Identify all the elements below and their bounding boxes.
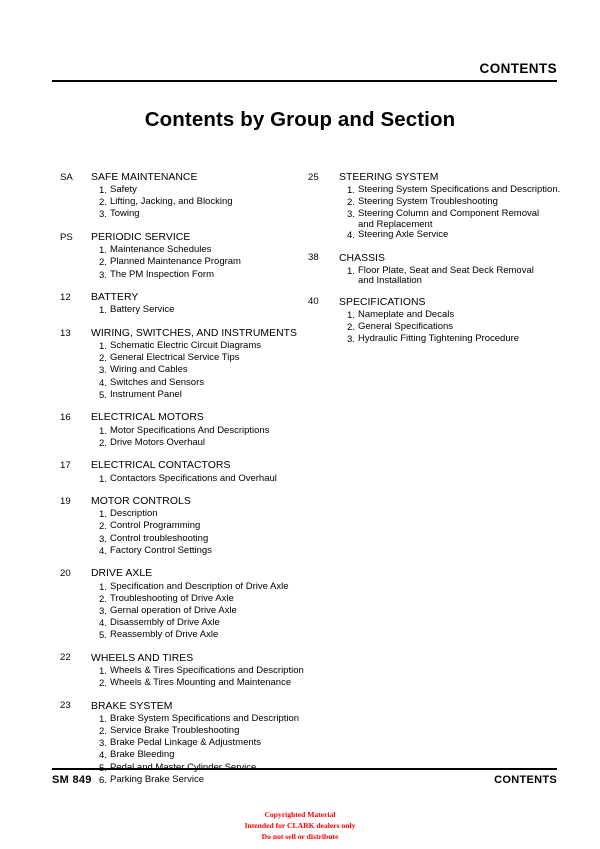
contents-item-line-continued: and Replacement xyxy=(358,218,433,230)
contents-item-number: 1. xyxy=(347,309,355,321)
footer-divider xyxy=(52,768,557,770)
contents-group-heading[interactable] xyxy=(60,232,310,244)
contents-item-label xyxy=(110,666,310,676)
contents-item-list xyxy=(60,245,310,281)
contents-item[interactable] xyxy=(60,365,310,377)
contents-item-number: 5. xyxy=(99,389,107,401)
contents-item-label xyxy=(110,365,310,375)
contents-item[interactable] xyxy=(60,390,310,402)
contents-item-line: Steering System Troubleshooting xyxy=(358,196,498,208)
contents-item-label xyxy=(110,270,310,280)
contents-item-line: Control Programming xyxy=(110,520,201,532)
group-code: PS xyxy=(60,231,73,243)
group-code: 16 xyxy=(60,411,71,423)
contents-item-line: Specification and Description of Drive Axle xyxy=(110,580,289,592)
contents-item-line: Brake Bleeding xyxy=(110,749,175,761)
contents-item-line: Schematic Electric Circuit Diagrams xyxy=(110,340,261,352)
contents-item-number: 3. xyxy=(99,605,107,617)
contents-item-number: 1. xyxy=(347,185,355,197)
group-code: 17 xyxy=(60,459,71,471)
contents-item-label xyxy=(110,594,310,604)
contents-item-line: Pedal and Master Cylinder Service xyxy=(110,761,257,773)
contents-item-number: 3. xyxy=(99,209,107,221)
group-title: WIRING, SWITCHES, AND INSTRUMENTS xyxy=(91,328,298,340)
contents-column-right xyxy=(308,172,563,357)
contents-item[interactable] xyxy=(60,438,310,450)
contents-item-number: 2. xyxy=(99,257,107,269)
page-footer xyxy=(52,768,557,786)
contents-group-heading[interactable] xyxy=(60,496,310,508)
contents-group-heading[interactable] xyxy=(308,253,563,265)
contents-item-number: 1. xyxy=(347,265,355,277)
group-title: DRIVE AXLE xyxy=(91,568,153,580)
contents-item-label xyxy=(110,197,310,207)
contents-group-heading[interactable] xyxy=(60,328,310,340)
group-title: WHEELS AND TIRES xyxy=(91,652,194,664)
contents-item[interactable] xyxy=(60,426,310,438)
contents-item-label xyxy=(110,245,310,255)
contents-item-number: 1. xyxy=(99,713,107,725)
contents-item-line: Service Brake Troubleshooting xyxy=(110,725,240,737)
contents-item-label xyxy=(110,509,310,519)
contents-item[interactable] xyxy=(60,197,310,209)
group-title: CHASSIS xyxy=(339,252,385,264)
contents-item-number: 4. xyxy=(99,750,107,762)
contents-item-label xyxy=(358,334,563,344)
contents-item[interactable] xyxy=(60,678,310,690)
contents-item-number: 5. xyxy=(99,630,107,642)
contents-item-line: Wheels & Tires Specifications and Description xyxy=(110,665,304,677)
group-title: PERIODIC SERVICE xyxy=(91,232,191,244)
contents-item-line: Contactors Specifications and Overhaul xyxy=(110,472,277,484)
footer-section-name: CONTENTS xyxy=(494,774,557,786)
contents-item-label xyxy=(110,426,310,436)
contents-item-label xyxy=(358,230,563,240)
header-title: CONTENTS xyxy=(479,61,557,76)
group-title: BATTERY xyxy=(91,292,139,304)
contents-group-heading[interactable] xyxy=(60,412,310,424)
contents-item-number: 2. xyxy=(347,322,355,334)
contents-group xyxy=(60,232,310,282)
contents-item[interactable] xyxy=(60,546,310,558)
group-title: ELECTRICAL CONTACTORS xyxy=(91,460,231,472)
group-title: MOTOR CONTROLS xyxy=(91,496,191,508)
contents-item-line: Steering System Specifications and Description. xyxy=(358,184,561,196)
contents-group-heading[interactable] xyxy=(308,297,563,309)
contents-item-line: Brake System Specifications and Description xyxy=(110,712,300,724)
contents-item-number: 1. xyxy=(99,509,107,521)
contents-item-label xyxy=(110,546,310,556)
contents-item-line: Maintenance Schedules xyxy=(110,244,212,256)
contents-item-number: 1. xyxy=(99,185,107,197)
contents-item-label xyxy=(358,266,563,287)
group-code: SA xyxy=(60,171,73,183)
contents-item[interactable] xyxy=(60,582,310,594)
contents-group-heading[interactable] xyxy=(60,460,310,472)
contents-item-number: 2. xyxy=(99,353,107,365)
contents-item-label xyxy=(110,738,310,748)
contents-item-line: Motor Specifications And Descriptions xyxy=(110,424,270,436)
contents-item-line: Towing xyxy=(110,208,140,220)
contents-item-number: 3. xyxy=(99,365,107,377)
contents-item-line: Wheels & Tires Mounting and Maintenance xyxy=(110,677,292,689)
contents-group-heading[interactable] xyxy=(60,701,310,713)
contents-item-label xyxy=(110,305,310,315)
contents-item-label xyxy=(110,582,310,592)
contents-item-label xyxy=(110,678,310,688)
group-title: SAFE MAINTENANCE xyxy=(91,172,198,183)
contents-item-line: Troubleshooting of Drive Axle xyxy=(110,592,234,604)
group-code: 13 xyxy=(60,327,71,339)
contents-item-number: 3. xyxy=(99,738,107,750)
contents-item-line: Wiring and Cables xyxy=(110,364,188,376)
contents-item-label xyxy=(110,257,310,267)
contents-item-list xyxy=(60,185,310,221)
contents-item[interactable] xyxy=(308,266,563,287)
contents-item-number: 2. xyxy=(99,437,107,449)
group-title: ELECTRICAL MOTORS xyxy=(91,412,204,424)
contents-item-line: Description xyxy=(110,508,158,520)
contents-item[interactable] xyxy=(60,257,310,269)
contents-item-number: 4. xyxy=(347,229,355,241)
contents-item-list xyxy=(60,426,310,450)
contents-item-label xyxy=(110,378,310,388)
contents-item-line: Reassembly of Drive Axle xyxy=(110,629,219,641)
page-title: Contents by Group and Section xyxy=(144,108,456,131)
watermark-line: Copyrighted Material xyxy=(264,810,336,819)
contents-item-line: General Specifications xyxy=(358,321,454,333)
contents-item[interactable] xyxy=(308,230,563,242)
contents-item-label xyxy=(110,726,310,736)
contents-item-number: 1. xyxy=(99,245,107,257)
group-code: 25 xyxy=(308,171,319,183)
contents-item-number: 3. xyxy=(99,533,107,545)
contents-item[interactable] xyxy=(60,630,310,642)
contents-item-label xyxy=(110,341,310,351)
contents-item-label xyxy=(110,606,310,616)
contents-group-heading[interactable] xyxy=(60,653,310,665)
contents-item[interactable] xyxy=(60,521,310,533)
contents-item-label xyxy=(358,310,563,320)
group-code: 23 xyxy=(60,700,71,712)
contents-item-number: 1. xyxy=(99,666,107,678)
contents-item-label xyxy=(110,750,310,760)
contents-item-number: 1. xyxy=(99,425,107,437)
contents-group xyxy=(60,568,310,642)
contents-item-number: 4. xyxy=(99,377,107,389)
contents-group xyxy=(60,460,310,485)
contents-item-number: 4. xyxy=(99,618,107,630)
contents-item[interactable] xyxy=(308,209,563,230)
contents-item-line: Steering Axle Service xyxy=(358,228,449,240)
contents-item-list xyxy=(308,310,563,346)
contents-item-line: Gernal operation of Drive Axle xyxy=(110,604,237,616)
watermark-line: Do not sell or distribute xyxy=(261,831,339,841)
contents-item-line: Factory Control Settings xyxy=(110,544,212,556)
contents-item-line-continued: and Installation xyxy=(358,275,422,286)
contents-item-number: 2. xyxy=(347,197,355,209)
group-code: 40 xyxy=(308,296,319,308)
contents-item-line: Nameplate and Decals xyxy=(358,308,455,320)
contents-item-list xyxy=(60,305,310,317)
contents-item-label xyxy=(110,534,310,544)
contents-item-label xyxy=(110,521,310,531)
contents-group xyxy=(60,328,310,402)
contents-item-line: Control troubleshooting xyxy=(110,532,209,544)
contents-group xyxy=(60,412,310,449)
contents-item-line: Drive Motors Overhaul xyxy=(110,436,206,448)
contents-item-list xyxy=(308,266,563,287)
group-code: 19 xyxy=(60,495,71,507)
header-divider xyxy=(52,80,557,82)
contents-group xyxy=(308,253,563,287)
contents-item-number: 2. xyxy=(99,678,107,690)
contents-group-heading[interactable] xyxy=(60,568,310,580)
contents-item-label xyxy=(110,630,310,640)
contents-item-label xyxy=(358,209,563,230)
contents-item-list xyxy=(60,341,310,402)
contents-group xyxy=(308,297,563,347)
contents-item[interactable] xyxy=(308,334,563,346)
contents-item-number: 4. xyxy=(99,545,107,557)
page-header xyxy=(52,62,557,82)
contents-item-label xyxy=(110,474,310,484)
contents-item[interactable] xyxy=(60,270,310,282)
contents-item-number: 5. xyxy=(99,762,107,774)
group-code: 20 xyxy=(60,567,71,579)
contents-item-line: General Electrical Service Tips xyxy=(110,352,240,364)
contents-item-line: Disassembly of Drive Axle xyxy=(110,617,220,629)
contents-item-label xyxy=(110,209,310,219)
contents-item-number: 2. xyxy=(99,593,107,605)
contents-item-number: 3. xyxy=(347,334,355,346)
contents-item-number: 1. xyxy=(99,305,107,317)
contents-item-line: Safety xyxy=(110,184,137,196)
contents-item-number: 3. xyxy=(99,269,107,281)
contents-group xyxy=(60,496,310,558)
contents-item-label xyxy=(110,438,310,448)
contents-item-line: The PM Inspection Form xyxy=(110,268,215,280)
copyright-watermark xyxy=(0,810,600,842)
group-code: 22 xyxy=(60,652,71,664)
contents-item[interactable] xyxy=(60,750,310,762)
contents-item[interactable] xyxy=(60,209,310,221)
group-title: SPECIFICATIONS xyxy=(339,296,426,308)
contents-item-label xyxy=(110,714,310,724)
contents-item-label xyxy=(358,185,563,195)
contents-item-number: 2. xyxy=(99,726,107,738)
contents-item[interactable] xyxy=(60,378,310,390)
contents-group-heading[interactable] xyxy=(60,172,310,184)
contents-item-number: 2. xyxy=(99,521,107,533)
contents-item-line: Battery Service xyxy=(110,304,175,316)
contents-item-line: Parking Brake Service xyxy=(110,773,204,785)
contents-item-number: 6. xyxy=(99,774,107,786)
contents-item[interactable] xyxy=(60,474,310,486)
contents-item-list xyxy=(60,666,310,690)
watermark-line: Intended for CLARK dealers only xyxy=(244,820,356,830)
contents-item-line: Lifting, Jacking, and Blocking xyxy=(110,196,233,208)
contents-item[interactable] xyxy=(60,305,310,317)
contents-column-left xyxy=(60,172,310,797)
contents-item-line: Hydraulic Fitting Tightening Procedure xyxy=(358,333,520,345)
contents-group xyxy=(60,292,310,317)
contents-group-heading[interactable] xyxy=(308,172,563,184)
contents-item-label xyxy=(110,618,310,628)
contents-item-line: Planned Maintenance Program xyxy=(110,256,241,268)
contents-item-number: 1. xyxy=(99,581,107,593)
footer-manual-number: SM 849 xyxy=(52,774,92,786)
contents-item-label xyxy=(110,353,310,363)
group-title: BRAKE SYSTEM xyxy=(91,700,173,712)
contents-item-list xyxy=(308,185,563,242)
contents-item-list xyxy=(60,474,310,486)
contents-item-list xyxy=(60,582,310,643)
contents-item-label xyxy=(110,185,310,195)
contents-group-heading[interactable] xyxy=(60,292,310,304)
group-code: 38 xyxy=(308,252,319,264)
contents-item-line: Brake Pedal Linkage & Adjustments xyxy=(110,737,262,749)
contents-item-line: Steering Column and Component Removal xyxy=(358,208,540,220)
contents-item[interactable] xyxy=(60,534,310,546)
contents-group xyxy=(60,172,310,222)
contents-item-number: 1. xyxy=(99,473,107,485)
contents-item-list xyxy=(60,509,310,558)
group-title: STEERING SYSTEM xyxy=(339,172,439,183)
contents-item-number: 2. xyxy=(99,197,107,209)
contents-item-number: 3. xyxy=(347,209,355,221)
contents-item-line: Switches and Sensors xyxy=(110,376,204,388)
contents-item[interactable] xyxy=(60,738,310,750)
contents-item-label xyxy=(358,197,563,207)
contents-item-line: Instrument Panel xyxy=(110,388,182,400)
contents-group xyxy=(308,172,563,242)
contents-item-line: Floor Plate, Seat and Seat Deck Removal xyxy=(358,264,534,276)
contents-item-label xyxy=(110,390,310,400)
contents-item-number: 1. xyxy=(99,341,107,353)
contents-group xyxy=(60,653,310,690)
contents-item-label xyxy=(358,322,563,332)
group-code: 12 xyxy=(60,291,71,303)
